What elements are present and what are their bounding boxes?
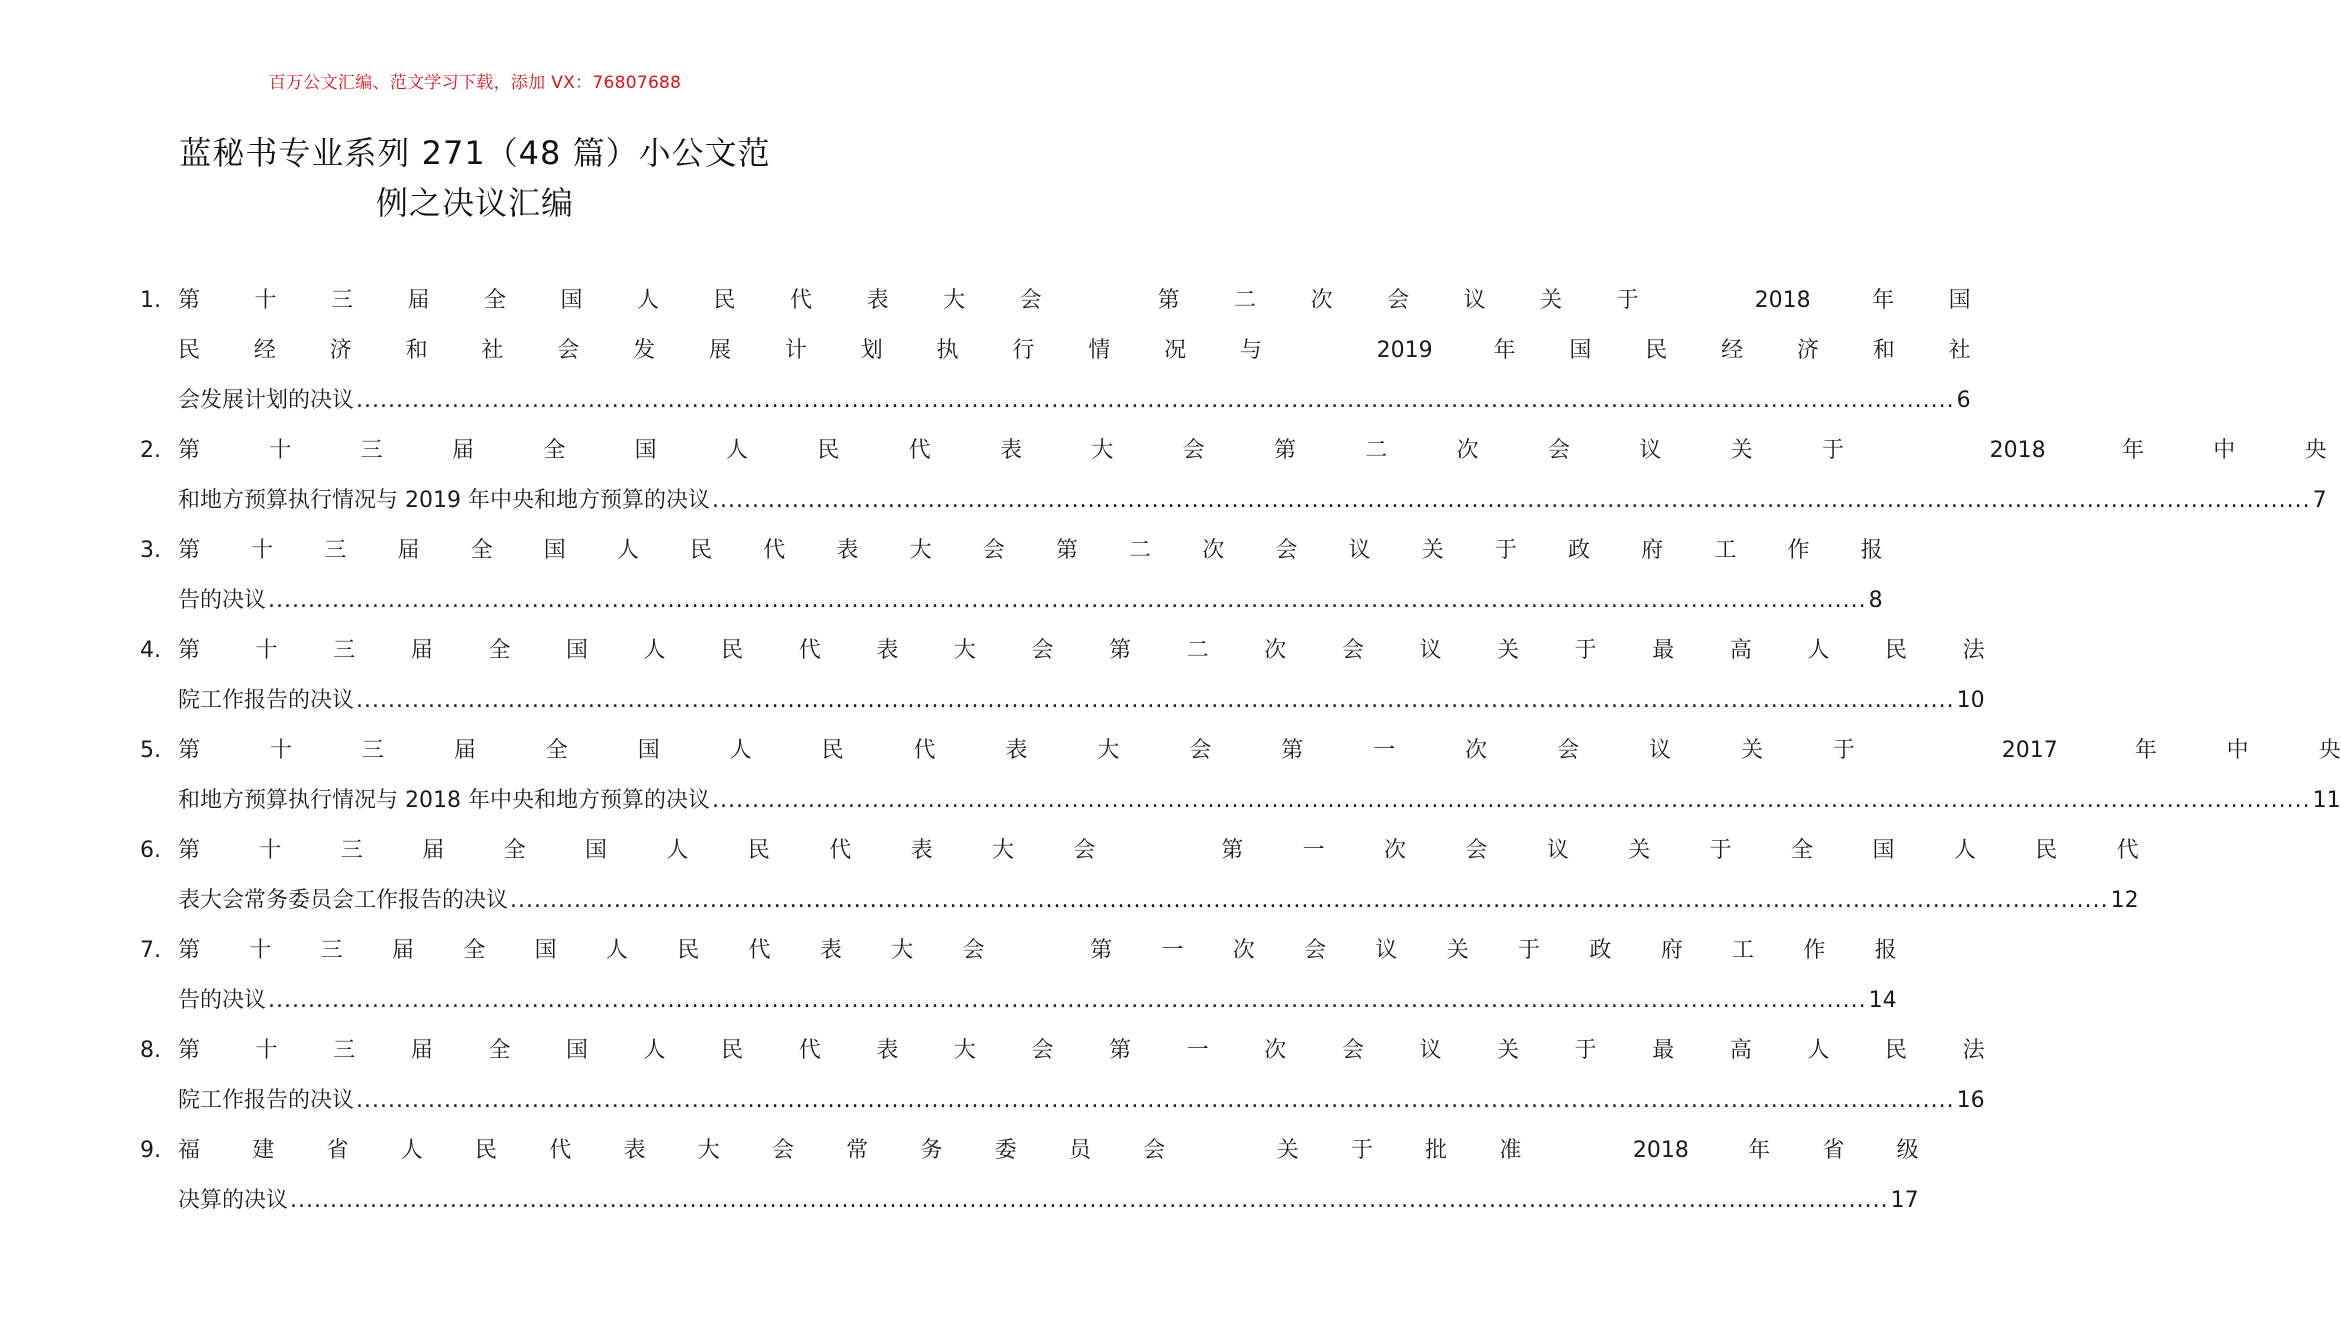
toc-leader-dots bbox=[356, 376, 1955, 426]
toc-leader-dots bbox=[290, 1176, 1889, 1226]
table-of-contents bbox=[140, 276, 2341, 1226]
toc-page-number: 16 bbox=[1956, 1088, 1985, 1113]
toc-entry-3[interactable] bbox=[140, 526, 1883, 626]
toc-leader-dots bbox=[712, 476, 2311, 526]
toc-text-line: 告的决议 bbox=[178, 588, 267, 613]
toc-leader-dots bbox=[268, 976, 1867, 1026]
toc-entry-6[interactable] bbox=[140, 826, 2139, 926]
toc-entry-5[interactable] bbox=[140, 726, 2341, 826]
toc-entry-2[interactable] bbox=[140, 426, 2327, 526]
toc-text-line: 第十三届全国人民代表大会 第二次会议关于 2018 年国 bbox=[178, 288, 1971, 313]
toc-leader-dots bbox=[356, 1076, 1955, 1126]
toc-leader-dots bbox=[712, 776, 2311, 826]
toc-entry-9[interactable] bbox=[140, 1126, 1919, 1226]
toc-text-line: 院工作报告的决议 bbox=[178, 688, 355, 713]
toc-text-line: 和地方预算执行情况与 2019 年中央和地方预算的决议 bbox=[178, 488, 710, 513]
toc-leader-dots bbox=[356, 676, 1955, 726]
toc-text-line: 第十三届全国人民代表大会第一次会议关于 2017 年中央 bbox=[178, 738, 2341, 763]
toc-text-line: 第十三届全国人民代表大会第二次会议关于政府工作报 bbox=[178, 538, 1883, 563]
toc-number: 7. bbox=[140, 938, 161, 963]
toc-number: 8. bbox=[140, 1038, 161, 1063]
toc-leader-dots bbox=[510, 876, 2109, 926]
toc-text-line: 会发展计划的决议 bbox=[178, 388, 355, 413]
toc-text-line: 和地方预算执行情况与 2018 年中央和地方预算的决议 bbox=[178, 788, 710, 813]
document-title bbox=[140, 128, 810, 228]
toc-text-line: 第十三届全国人民代表大会第一次会议关于最高人民法 bbox=[178, 1038, 1985, 1063]
toc-text-line: 第十三届全国人民代表大会第二次会议关于最高人民法 bbox=[178, 638, 1985, 663]
toc-number: 2. bbox=[140, 438, 161, 463]
toc-entry-7[interactable] bbox=[140, 926, 1897, 1026]
header-note: 百万公文汇编、范文学习下载，添加 VX：76807688 bbox=[268, 73, 682, 93]
toc-text-line: 民经济和社会发展计划执行情况与 2019 年国民经济和社 bbox=[178, 338, 1971, 363]
toc-number: 3. bbox=[140, 538, 161, 563]
toc-page-number: 7 bbox=[2312, 488, 2327, 513]
toc-text-line: 决算的决议 bbox=[178, 1188, 289, 1213]
toc-text-line: 院工作报告的决议 bbox=[178, 1088, 355, 1113]
toc-entry-1[interactable] bbox=[140, 276, 1971, 426]
toc-entry-8[interactable] bbox=[140, 1026, 1985, 1126]
title-line-1: 蓝秘书专业系列 271（48 篇）小公文范 bbox=[179, 134, 771, 172]
toc-number: 5. bbox=[140, 738, 161, 763]
toc-leader-dots bbox=[268, 576, 1867, 626]
toc-number: 4. bbox=[140, 638, 161, 663]
toc-page-number: 14 bbox=[1868, 988, 1897, 1013]
toc-text-line: 第十三届全国人民代表大会 第一次会议关于全国人民代 bbox=[178, 838, 2139, 863]
toc-page-number: 8 bbox=[1868, 588, 1883, 613]
toc-page-number: 12 bbox=[2110, 888, 2139, 913]
toc-text-line: 告的决议 bbox=[178, 988, 267, 1013]
toc-text-line: 福建省人民代表大会常务委员会 关于批准 2018 年省级 bbox=[178, 1138, 1919, 1163]
toc-text-line: 第十三届全国人民代表大会第二次会议关于 2018 年中央 bbox=[178, 438, 2327, 463]
toc-text-line: 第十三届全国人民代表大会 第一次会议关于政府工作报 bbox=[178, 938, 1897, 963]
toc-page-number: 17 bbox=[1890, 1188, 1919, 1213]
title-line-2: 例之决议汇编 bbox=[375, 184, 574, 222]
toc-page-number: 10 bbox=[1956, 688, 1985, 713]
toc-text-line: 表大会常务委员会工作报告的决议 bbox=[178, 888, 509, 913]
toc-number: 6. bbox=[140, 838, 161, 863]
toc-number: 9. bbox=[140, 1138, 161, 1163]
toc-number: 1. bbox=[140, 288, 161, 313]
toc-entry-4[interactable] bbox=[140, 626, 1985, 726]
toc-page-number: 11 bbox=[2312, 788, 2341, 813]
toc-page-number: 6 bbox=[1956, 388, 1971, 413]
